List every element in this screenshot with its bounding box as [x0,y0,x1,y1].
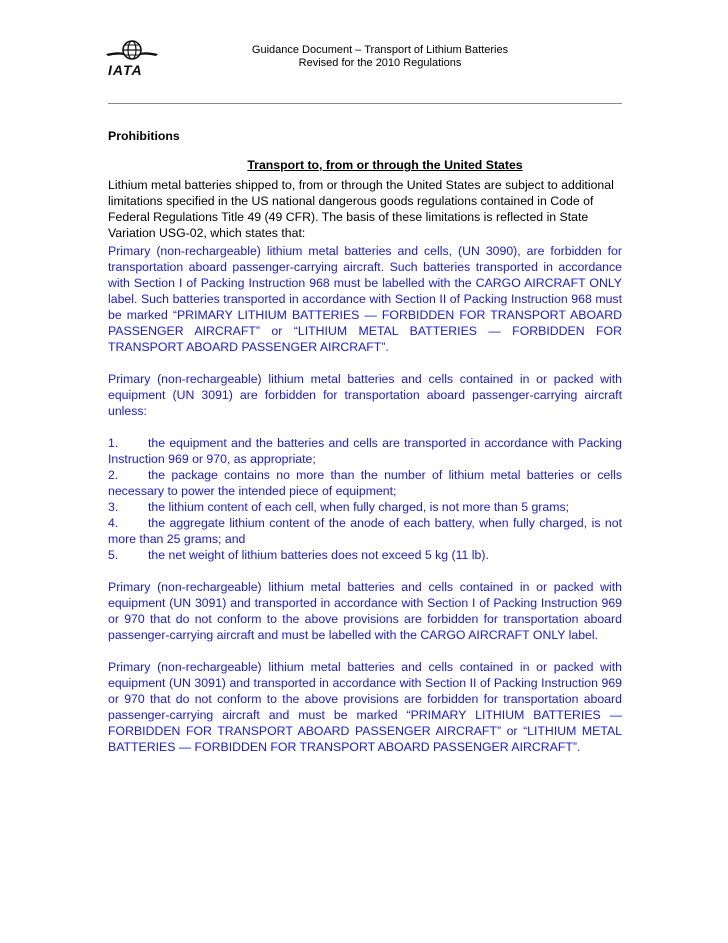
conditions-list [108,435,622,563]
regulation-paragraph-4: Primary (non-rechargeable) lithium metal batteries and cells contained in or packed with equipment (UN 3091) and transported in accordance with Section II of Packing Instruction 969 or 970 that do not conform to the above provisions are forbidden for transportation aboard passenger-carrying aircraft and must be marked “PRIMARY LITHIUM BATTERIES — FORBIDDEN FOR TRANSPORT ABOARD PASSENGER AIRCRAFT” or “LITHIUM METAL BATTERIES — FORBIDDEN FOR TRANSPORT ABOARD PASSENGER AIRCRAFT”. [108,660,622,754]
subsection-title: Transport to, from or through the United States [247,158,523,172]
iata-wordmark: IATA [108,62,143,78]
header-line-1: Guidance Document – Transport of Lithium Batteries [251,44,509,56]
list-item: 3. the lithium content of each cell, when fully charged, is not more than 5 grams; [108,500,570,514]
intro-paragraph: Lithium metal batteries shipped to, from or through the United States are subject to additional limitations specified in the US national dangerous goods regulations contained in Code of Federal Regulations Title 49 (49 CFR). The basis of these limitations is reflected in State Variation USG-02, which states that: [108,178,614,240]
header-line-2: Revised for the 2010 Regulations [298,57,462,69]
regulation-paragraph-1: Primary (non-rechargeable) lithium metal batteries and cells, (UN 3090), are forbidden for transportation aboard passenger-carrying aircraft. Such batteries transported in accordance with Section I of Packing Instruction 968 must be labelled with the CARGO AIRCRAFT ONLY label. Such batteries transported in accordance with Section II of Packing Instruction 968 must be marked “PRIMARY LITHIUM BATTERIES — FORBIDDEN FOR TRANSPORT ABOARD PASSENGER AIRCRAFT” or “LITHIUM METAL BATTERIES — FORBIDDEN FOR TRANSPORT ABOARD PASSENGER AIRCRAFT”. [108,244,622,354]
document-body [108,128,622,771]
regulation-paragraph-2: Primary (non-rechargeable) lithium metal batteries and cells contained in or packed with equipment (UN 3091) are forbidden for transportation aboard passenger-carrying aircraft unless: [108,372,622,418]
document-header [180,44,580,70]
header-divider [108,103,622,104]
list-item: 1. the equipment and the batteries and cells are transported in accordance with Packing Instruction 969 or 970, as appropriate; [108,436,622,466]
section-title: Prohibitions [108,129,180,143]
list-item: 4. the aggregate lithium content of the anode of each battery, when fully charged, is not more than 25 grams; and [108,516,622,546]
list-item: 5. the net weight of lithium batteries does not exceed 5 kg (11 lb). [108,548,489,562]
regulation-paragraph-3: Primary (non-rechargeable) lithium metal batteries and cells contained in or packed with equipment (UN 3091) and transported in accordance with Section I of Packing Instruction 969 or 970 that do not conform to the above provisions are forbidden for transportation aboard passenger-carrying aircraft and must be labelled with the CARGO AIRCRAFT ONLY label. [108,580,622,642]
list-item: 2. the package contains no more than the number of lithium metal batteries or cells necessary to power the intended piece of equipment; [108,468,622,498]
